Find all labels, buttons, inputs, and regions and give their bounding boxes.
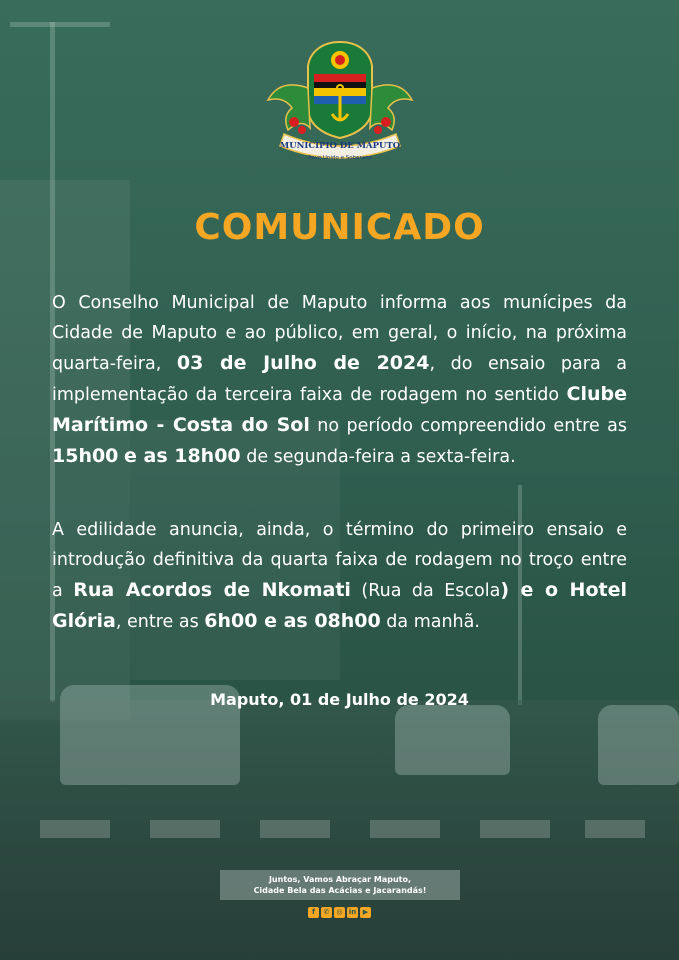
street-lamp-arm [10,22,110,27]
page-title: COMUNICADO [194,207,485,248]
crosswalk-stripe [150,820,220,838]
emblem-motto: Povo Unido e Soberano [308,155,372,161]
youtube-icon[interactable]: ▶ [360,907,371,918]
whatsapp-icon[interactable]: ✆ [321,907,332,918]
social-icons [308,907,371,918]
announcement-paragraph-1: O Conselho Municipal de Maputo informa aos munícipes da Cidade de Maputo e ao público, em geral, o início, na próxima quarta-feira, 03 de Julho de 2024, do ensaio para a implementação da terceira faixa de rodagem no sentido Clube Marítimo - Costa do Sol no período compreendido entre as 15h00 e as 18h00 de segunda-feira a sexta-feira. [52,293,627,467]
slogan-box [220,870,460,900]
instagram-icon[interactable]: ◎ [334,907,345,918]
crosswalk-stripe [260,820,330,838]
emblem-banner-text: MUNICÍPIO DE MAPUTO [279,141,401,151]
crosswalk-stripe [40,820,110,838]
crosswalk-stripe [480,820,550,838]
background-car [395,705,510,775]
municipality-emblem-icon [262,38,418,166]
linkedin-icon[interactable]: in [348,908,357,916]
crosswalk-stripe [370,820,440,838]
slogan-line-2: Cidade Bela das Acácias e Jacarandás! [253,886,427,895]
crosswalk-stripe [585,820,645,838]
facebook-icon[interactable]: f [308,907,319,918]
slogan-line-1: Juntos, Vamos Abraçar Maputo, [268,875,412,884]
announcement-paragraph-2: A edilidade anuncia, ainda, o término do primeiro ensaio e introdução definitiva da quarta faixa de rodagem no troço entre a Rua Acordos de Nkomati (Rua da Escola) e o Hotel Glória, entre as 6h00 e as 08h00 da manhã. [52,520,627,632]
background-car [598,705,679,785]
dateline: Maputo, 01 de Julho de 2024 [210,690,469,709]
